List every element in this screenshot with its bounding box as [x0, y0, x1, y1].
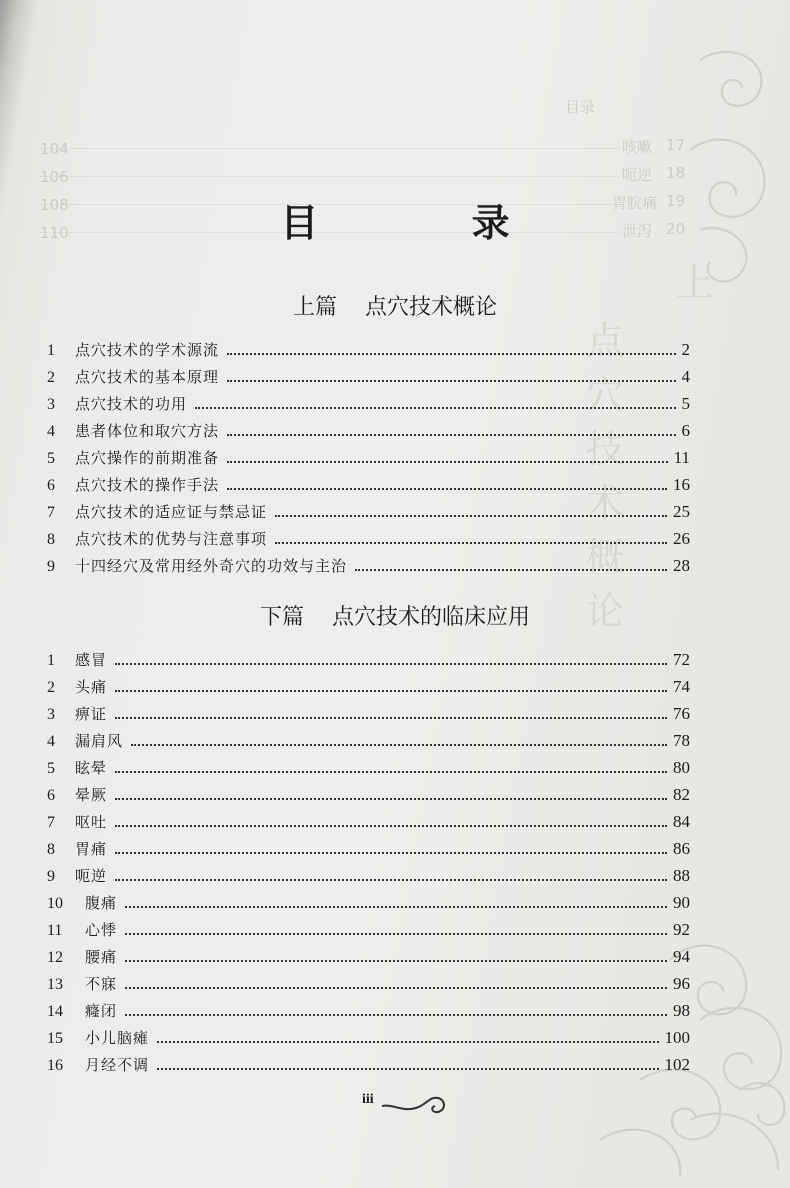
- toc-entry: [47, 471, 690, 495]
- leader-dots: [275, 542, 667, 544]
- entry-label: 小儿脑瘫: [85, 1029, 150, 1047]
- entry-page: 6: [681, 421, 690, 440]
- bleed-num: 17: [666, 136, 686, 154]
- entry-page: 26: [673, 529, 690, 548]
- bleed-num: 18: [666, 164, 686, 182]
- leader-dots: [195, 407, 675, 409]
- entry-number: 8: [47, 841, 55, 858]
- leader-dots: [125, 906, 667, 908]
- entry-number: 6: [47, 787, 55, 804]
- entry-number: 4: [47, 423, 55, 440]
- bleed-header: 目录: [565, 98, 596, 116]
- entry-label: 点穴操作的前期准备: [75, 449, 220, 467]
- bleed-side-char: 点: [586, 319, 625, 363]
- entry-label: 感冒: [75, 651, 108, 669]
- leader-dots: [157, 1041, 658, 1043]
- bleed-page: 110: [40, 224, 69, 242]
- entry-number: 2: [47, 369, 55, 386]
- toc-entry: [47, 727, 690, 751]
- entry-page: 84: [673, 812, 690, 831]
- entry-number: 16: [47, 1057, 63, 1074]
- leader-dots: [131, 744, 667, 746]
- leader-dots: [115, 663, 667, 665]
- leader-dots: [115, 771, 667, 773]
- toc-entry: [47, 700, 690, 724]
- entry-page: 92: [673, 920, 690, 939]
- footer-ornament-icon: [380, 1090, 450, 1120]
- entry-label: 点穴技术的优势与注意事项: [75, 530, 268, 548]
- bleed-label: 咳嗽: [622, 138, 653, 156]
- leader-dots: [125, 1014, 667, 1016]
- toc-entry: [47, 835, 690, 859]
- toc-entry: [47, 417, 690, 441]
- entry-number: 6: [47, 477, 55, 494]
- entry-number: 5: [47, 760, 55, 777]
- bleed-side-char: 论: [586, 589, 625, 633]
- leader-dots: [125, 987, 667, 989]
- leader-dots: [275, 515, 667, 517]
- leader-dots: [115, 852, 667, 854]
- entry-label: 呕吐: [75, 813, 108, 831]
- entry-page: 76: [673, 704, 690, 723]
- entry-label: 呃逆: [75, 867, 108, 885]
- bleed-num: 20: [666, 220, 686, 238]
- entry-number: 7: [47, 814, 55, 831]
- entry-page: 88: [673, 866, 690, 885]
- toc-entry: [47, 970, 690, 994]
- leader-dots: [227, 353, 675, 355]
- entry-label: 腹痛: [85, 894, 118, 912]
- entry-page: 82: [673, 785, 690, 804]
- toc-entry: [47, 997, 690, 1021]
- entry-page: 90: [673, 893, 690, 912]
- bleed-label: 呃逆: [622, 166, 653, 184]
- bleed-page: 108: [40, 196, 69, 214]
- toc-entry: [47, 862, 690, 886]
- entry-page: 72: [673, 650, 690, 669]
- entry-page: 98: [673, 1001, 690, 1020]
- toc-entry: [47, 943, 690, 967]
- part1-title: 上篇 点穴技术概论: [293, 295, 497, 320]
- leader-dots: [157, 1068, 658, 1070]
- entry-page: 28: [673, 556, 690, 575]
- toc-entry: [47, 1024, 690, 1048]
- entry-number: 13: [47, 976, 63, 993]
- bleed-label: 泄泻: [622, 222, 653, 240]
- entry-number: 7: [47, 504, 55, 521]
- part2-title: 下篇 点穴技术的临床应用: [260, 605, 530, 630]
- leader-dots: [227, 488, 667, 490]
- entry-number: 15: [47, 1030, 63, 1047]
- entry-number: 1: [47, 652, 55, 669]
- toc-entry: [47, 444, 690, 468]
- toc-entry: [47, 808, 690, 832]
- leader-dots: [355, 569, 667, 571]
- bleed-side-char: 穴: [586, 373, 625, 417]
- entry-number: 11: [47, 922, 63, 939]
- toc-entry: [47, 525, 690, 549]
- bleed-side-char: 术: [586, 481, 625, 525]
- bleed-page: 104: [40, 140, 69, 158]
- entry-page: 100: [664, 1028, 690, 1047]
- entry-number: 9: [47, 558, 55, 575]
- entry-page: 96: [673, 974, 690, 993]
- entry-number: 8: [47, 531, 55, 548]
- entry-number: 2: [47, 679, 55, 696]
- entry-label: 心悸: [85, 921, 118, 939]
- leader-dots: [125, 960, 667, 962]
- leader-dots: [227, 461, 668, 463]
- entry-page: 74: [673, 677, 690, 696]
- toc-entry: [47, 889, 690, 913]
- entry-number: 10: [47, 895, 63, 912]
- entry-page: 5: [681, 394, 690, 413]
- toc-entry: [47, 336, 690, 360]
- entry-label: 患者体位和取穴方法: [75, 422, 220, 440]
- entry-label: 点穴技术的适应证与禁忌证: [75, 503, 268, 521]
- entry-label: 晕厥: [75, 786, 108, 804]
- leader-dots: [125, 933, 667, 935]
- toc-entry: [47, 754, 690, 778]
- entry-label: 腰痛: [85, 948, 118, 966]
- leader-dots: [115, 798, 667, 800]
- entry-label: 不寐: [85, 975, 118, 993]
- entry-label: 胃痛: [75, 840, 108, 858]
- toc-entry: [47, 646, 690, 670]
- entry-page: 4: [681, 367, 690, 386]
- toc-entry: [47, 363, 690, 387]
- entry-number: 3: [47, 706, 55, 723]
- bleed-side-char: 上: [676, 261, 715, 305]
- entry-page: 86: [673, 839, 690, 858]
- entry-label: 点穴技术的功用: [75, 395, 188, 413]
- entry-number: 5: [47, 450, 55, 467]
- entry-page: 2: [681, 340, 690, 359]
- leader-dots: [115, 879, 667, 881]
- entry-label: 十四经穴及常用经外奇穴的功效与主治: [75, 557, 348, 575]
- entry-page: 11: [673, 448, 690, 467]
- entry-label: 点穴技术的学术源流: [75, 341, 220, 359]
- entry-page: 16: [673, 475, 690, 494]
- entry-label: 头痛: [75, 678, 108, 696]
- bleed-label: 胃脘痛: [612, 194, 658, 212]
- page-title: 目 录: [280, 200, 580, 245]
- entry-page: 80: [673, 758, 690, 777]
- bleed-page: 106: [40, 168, 69, 186]
- toc-entry: [47, 552, 690, 576]
- entry-number: 14: [47, 1003, 63, 1020]
- entry-page: 25: [673, 502, 690, 521]
- leader-dots: [115, 825, 667, 827]
- leader-dots: [227, 380, 675, 382]
- entry-label: 眩晕: [75, 759, 108, 777]
- leader-dots: [115, 717, 667, 719]
- toc-entry: [47, 1051, 690, 1075]
- entry-number: 4: [47, 733, 55, 750]
- entry-number: 1: [47, 342, 55, 359]
- entry-label: 月经不调: [85, 1056, 150, 1074]
- entry-label: 漏肩风: [75, 732, 124, 750]
- entry-label: 癃闭: [85, 1002, 118, 1020]
- entry-page: 78: [673, 731, 690, 750]
- bleed-num: 19: [666, 192, 686, 210]
- entry-label: 痹证: [75, 705, 108, 723]
- entry-page: 102: [664, 1055, 690, 1074]
- toc-entry: [47, 673, 690, 697]
- bleed-side-char: 技: [586, 427, 625, 471]
- toc-entry: [47, 916, 690, 940]
- entry-number: 3: [47, 396, 55, 413]
- entry-label: 点穴技术的基本原理: [75, 368, 220, 386]
- toc-entry: [47, 498, 690, 522]
- leader-dots: [227, 434, 675, 436]
- toc-entry: [47, 390, 690, 414]
- entry-number: 9: [47, 868, 55, 885]
- entry-number: 12: [47, 949, 63, 966]
- toc-entry: [47, 781, 690, 805]
- page-number: iii: [362, 1092, 374, 1107]
- entry-label: 点穴技术的操作手法: [75, 476, 220, 494]
- leader-dots: [115, 690, 667, 692]
- bleed-side-char: 概: [586, 535, 625, 579]
- entry-page: 94: [673, 947, 690, 966]
